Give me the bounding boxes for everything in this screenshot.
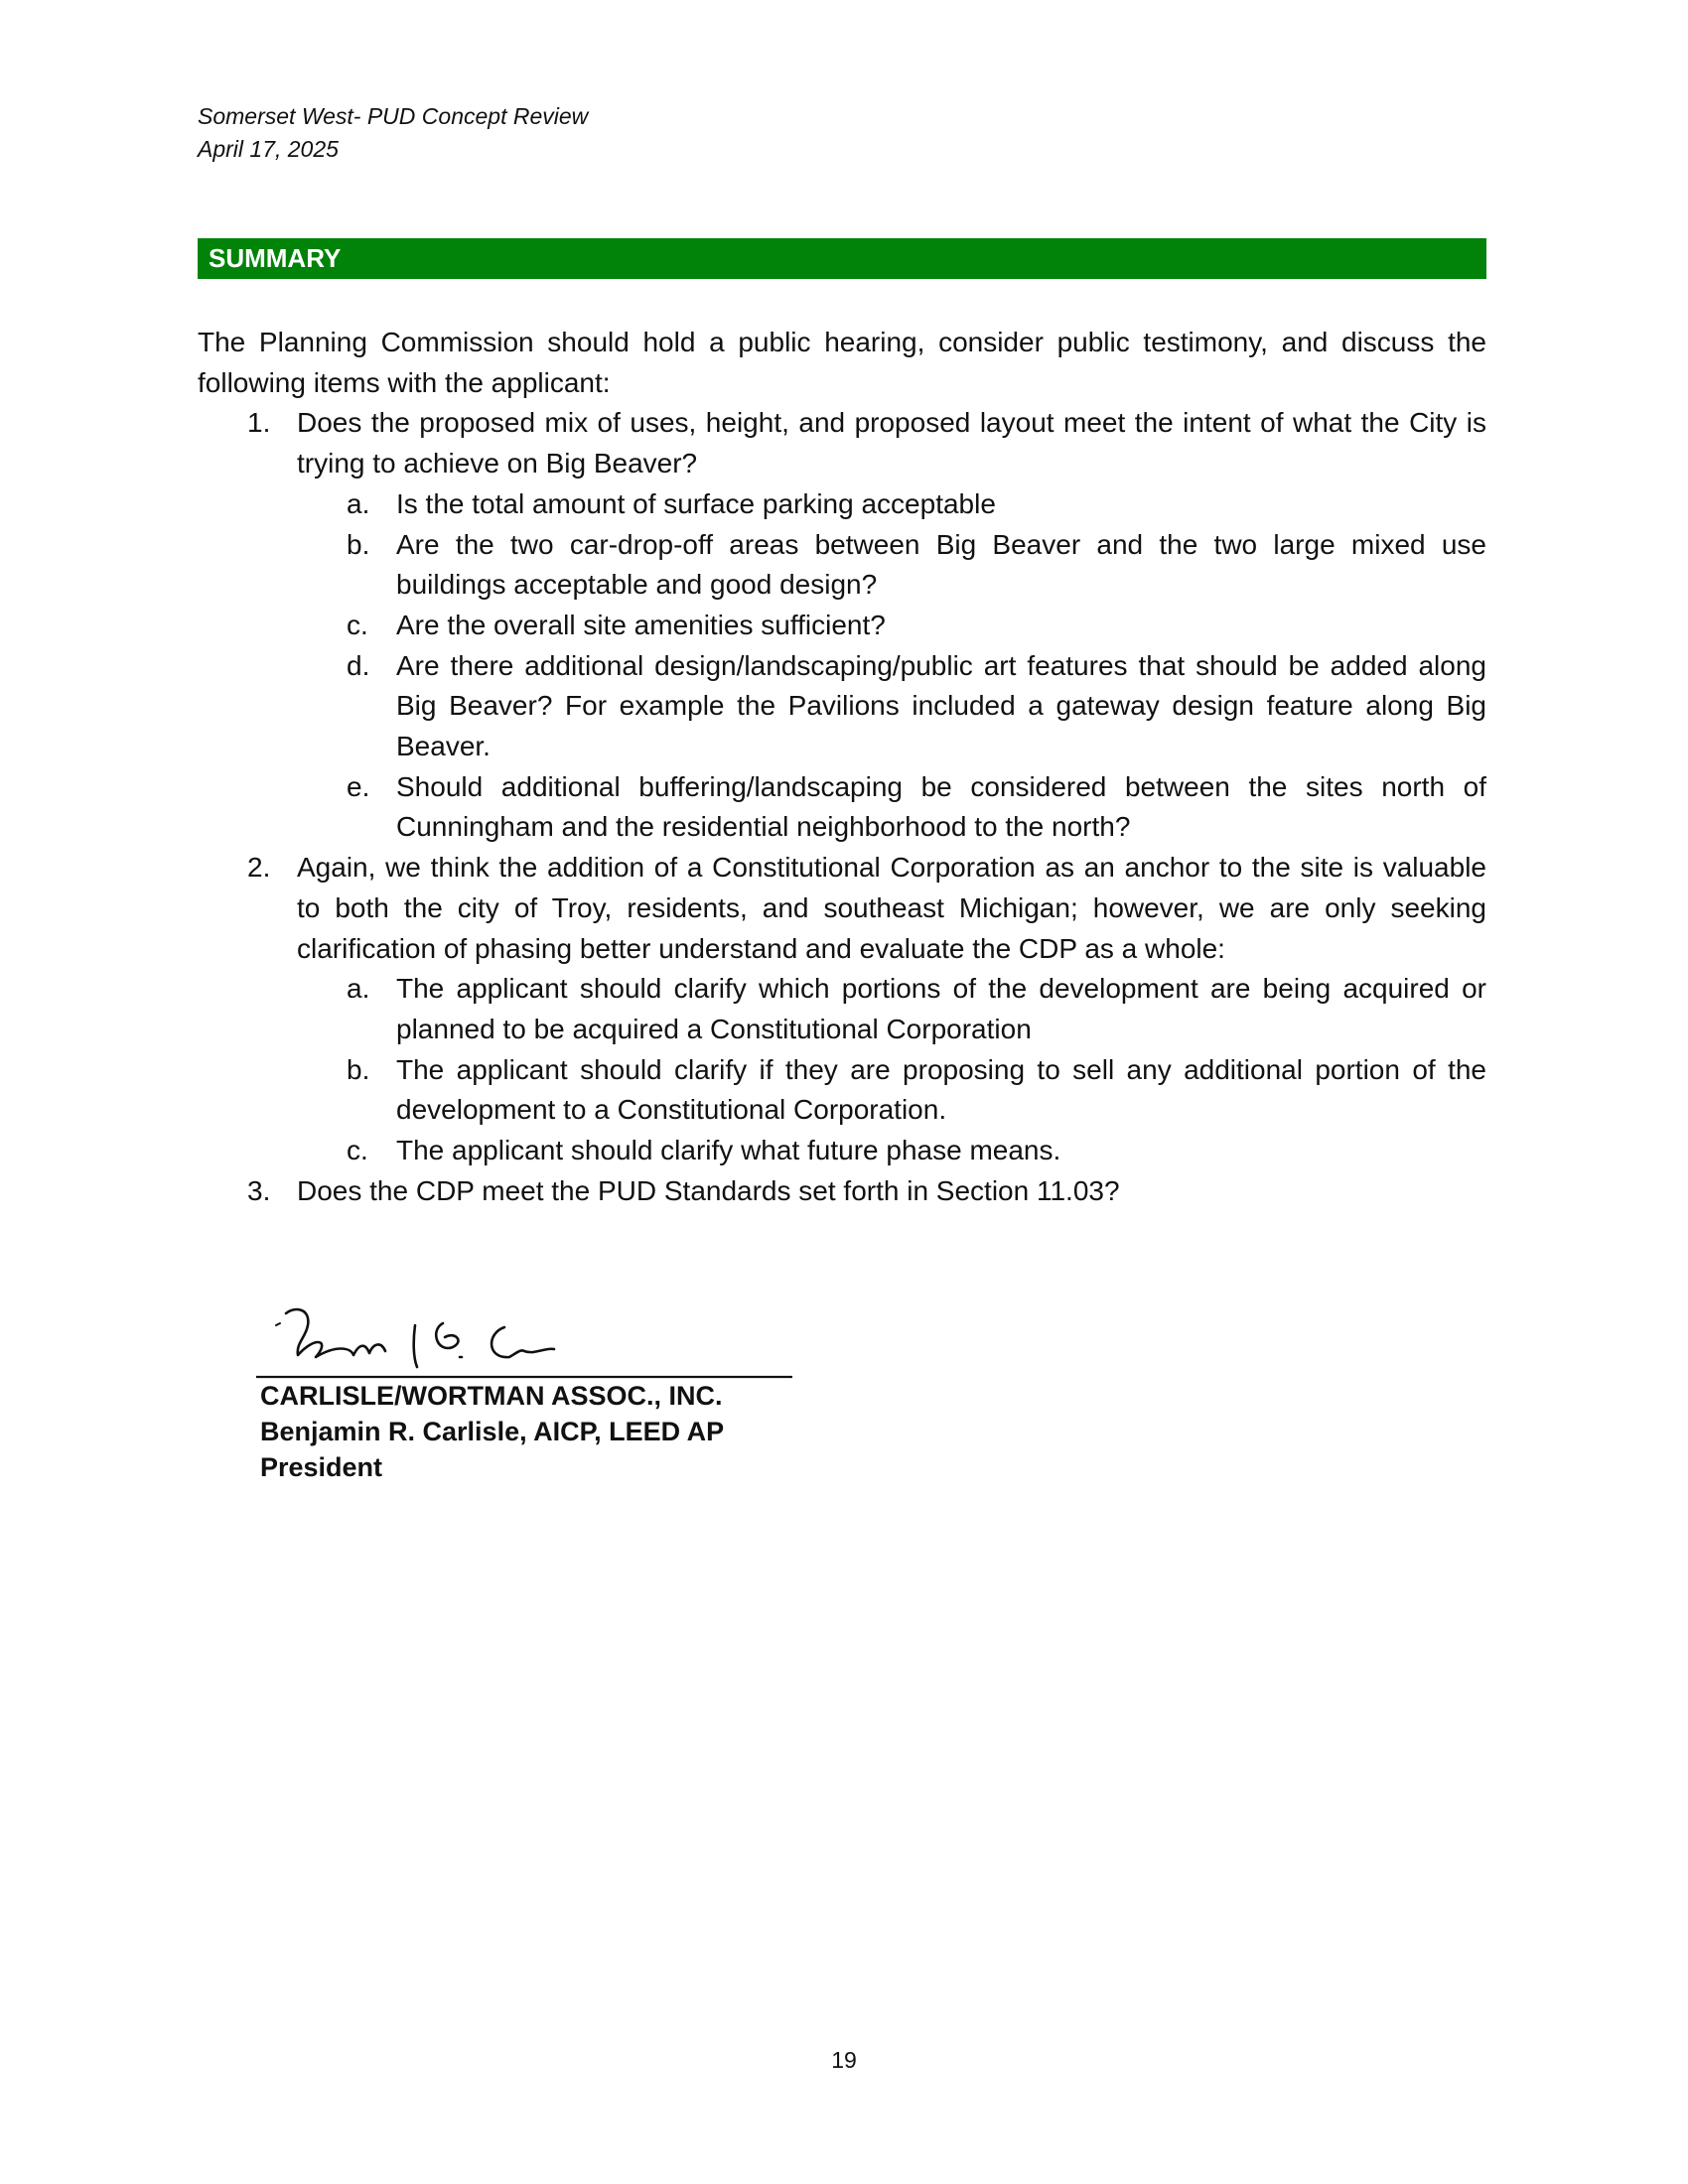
header-date: April 17, 2025 [198,136,339,162]
document-header [198,100,588,166]
sub-item-text: Are there additional design/landscaping/public art features that should be added along Big Beaver? For example the Pavilions included a gateway design feature along Big Beaver. [396,649,1486,762]
sub-item-letter: a. [347,973,370,1005]
sub-item-text: Are the overall site amenities sufficient? [396,609,886,640]
sub-item [347,606,1486,646]
summary-item [247,403,1486,848]
sub-list [297,969,1486,1171]
signer-title: President [260,1452,383,1482]
signer-name: Benjamin R. Carlisle, AICP, LEED AP [260,1417,725,1446]
page-number: 19 [831,2047,857,2073]
item-text: Does the proposed mix of uses, height, and proposed layout meet the intent of what the City is trying to achieve on Big Beaver? [297,407,1486,479]
signature-stroke [276,1323,280,1325]
summary-item [247,1171,1486,1212]
sub-item-text: The applicant should clarify what future phase means. [396,1135,1061,1166]
sub-item [347,1050,1486,1131]
signature-block [260,1378,724,1485]
sub-list [297,484,1486,848]
item-text: Does the CDP meet the PUD Standards set forth in Section 11.03? [297,1174,1120,1206]
sub-item-letter: c. [347,1135,368,1166]
sub-item-letter: d. [347,649,370,681]
signature-image [256,1296,802,1387]
sub-item-letter: b. [347,1053,370,1085]
summary-intro: The Planning Commission should hold a public hearing, consider public testimony, and discuss the following items with the applicant: [198,327,1486,398]
sub-item-text: Is the total amount of surface parking acceptable [396,487,996,519]
sub-item-letter: e. [347,770,370,802]
sub-item [347,525,1486,606]
item-text: Again, we think the addition of a Constitutional Corporation as an anchor to the site is valuable to both the city of Troy, residents, and southeast Michigan; however, we are only seeking clarification of phasing better understand and evaluate the CDP as a whole: [297,852,1486,964]
sub-item-text: The applicant should clarify which portions of the development are being acquired or planned to be acquired a Constitutional Corporation [396,973,1486,1044]
summary-item [247,848,1486,1171]
firm-name: CARLISLE/WORTMAN ASSOC., INC. [260,1381,723,1411]
sub-item-letter: c. [347,609,368,640]
header-title: Somerset West- PUD Concept Review [198,103,589,129]
summary-list [198,403,1486,1211]
sub-item-letter: b. [347,528,370,560]
summary-content [198,323,1486,1211]
sub-item [347,767,1486,848]
sub-item-text: The applicant should clarify if they are proposing to sell any additional portion of the development to a Constitutional Corporation. [396,1053,1486,1126]
item-number: 3. [247,1174,271,1206]
sub-item [347,969,1486,1049]
item-number: 1. [247,407,271,439]
sub-item [347,484,1486,525]
item-number: 2. [247,852,271,884]
sub-item [347,1131,1486,1171]
sub-item [347,646,1486,767]
signature-stroke [286,1309,554,1367]
sub-item-text: Are the two car-drop-off areas between Big Beaver and the two large mixed use buildings acceptable and good design? [396,528,1486,601]
section-heading-bar [198,238,1486,279]
sub-item-letter: a. [347,487,370,519]
section-heading: SUMMARY [209,243,342,273]
sub-item-text: Should additional buffering/landscaping be considered between the sites north of Cunningham and the residential neighborhood to the north? [396,770,1486,843]
